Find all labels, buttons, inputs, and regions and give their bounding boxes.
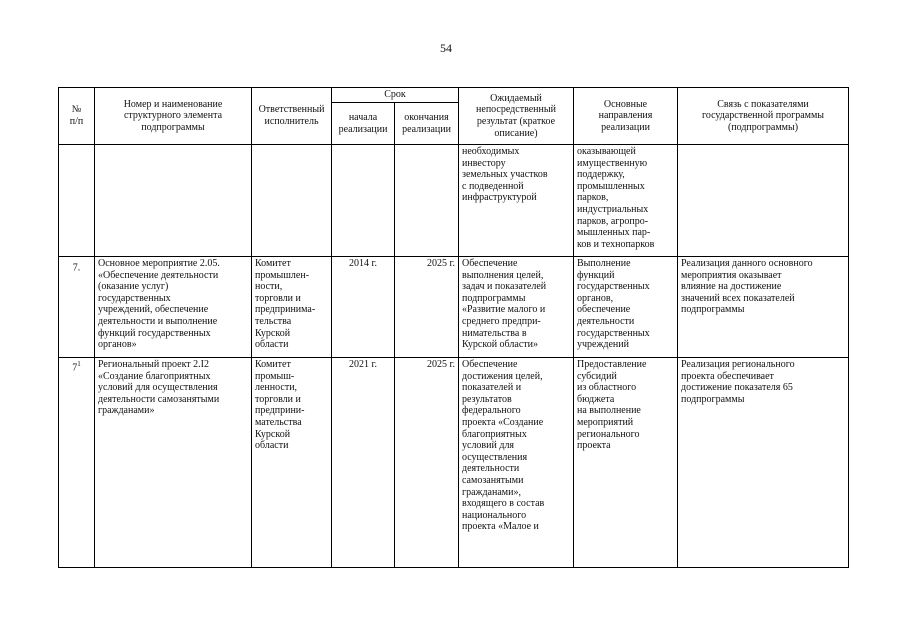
table-row [59, 257, 849, 358]
row-directions: Предоставление субсидий из областного бюджета на выполнение мероприятий регионального проекта [574, 358, 678, 568]
row-executor [252, 145, 332, 257]
structural-elements-table [58, 87, 849, 568]
row-result: Обеспечение достижения целей, показателей и результатов федерального проекта «Создание благоприятных условий для осуществления деятельности самозанятыми гражданами», входящего в состав национального проекта «Малое и [459, 358, 574, 568]
page-number: 54 [440, 41, 452, 55]
row-end: 2025 г. [395, 257, 459, 358]
header-period: Срок [332, 88, 459, 103]
row-link: Реализация данного основного мероприятия оказывает влияние на достижение значений всех показателей подпрограммы [678, 257, 849, 358]
row-start [332, 145, 395, 257]
row-directions: оказывающей имущественную поддержку, промышленных парков, индустриальных парков, агропро- мышленных пар- ков и технопарков [574, 145, 678, 257]
header-executor: Ответственный исполнитель [252, 88, 332, 145]
row-num: $7^1$ [59, 358, 95, 568]
row-end: 2025 г. [395, 358, 459, 568]
header-end: окончания реализации [395, 103, 459, 145]
header-result: Ожидаемый непосредственный результат (краткое описание) [459, 88, 574, 145]
header-directions: Основные направления реализации [574, 88, 678, 145]
row-name: Основное мероприятие 2.05. «Обеспечение деятельности (оказание услуг) государственных учреждений, обеспечение деятельности и выполнение функций государственных органов» [95, 257, 252, 358]
row-start: 2014 г. [332, 257, 395, 358]
row-executor: Комитет промыш- ленности, торговли и предприни- мательства Курской области [252, 358, 332, 568]
table-row [59, 145, 849, 257]
row-name: Региональный проект 2.I2 «Создание благоприятных условий для осуществления деятельности самозанятыми гражданами» [95, 358, 252, 568]
row-executor: Комитет промышлен- ности, торговли и предпринима- тельства Курской области [252, 257, 332, 358]
row-start: 2021 г. [332, 358, 395, 568]
header-num: № п/п [59, 88, 95, 145]
header-name: Номер и наименование структурного элемента подпрограммы [95, 88, 252, 145]
row-link [678, 145, 849, 257]
row-end [395, 145, 459, 257]
row-name [95, 145, 252, 257]
row-link: Реализация регионального проекта обеспечивает достижение показателя 65 подпрограммы [678, 358, 849, 568]
row-result: необходимых инвестору земельных участков с подведенной инфраструктурой [459, 145, 574, 257]
row-num [59, 145, 95, 257]
row-directions: Выполнение функций государственных органов, обеспечение деятельности государственных учреждений [574, 257, 678, 358]
table-row [59, 358, 849, 568]
header-start: начала реализации [332, 103, 395, 145]
header-link: Связь с показателями государственной программы (подпрограммы) [678, 88, 849, 145]
row-result: Обеспечение выполнения целей, задач и показателей подпрограммы «Развитие малого и среднего предпри- нимательства в Курской области» [459, 257, 574, 358]
row-num: 7. [59, 257, 95, 358]
